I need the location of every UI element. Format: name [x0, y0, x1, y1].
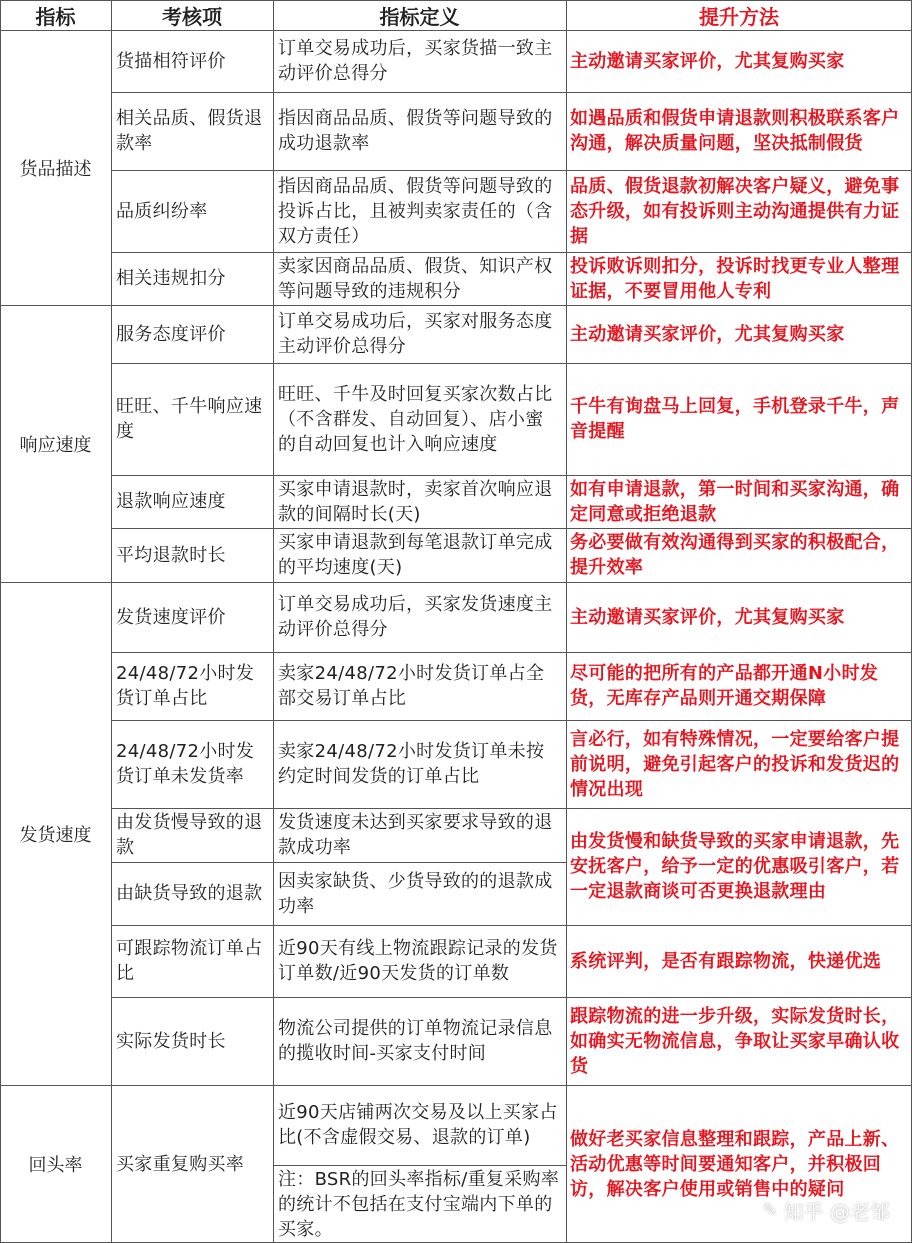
- assessment-item-cell: 货描相符评价: [116, 50, 226, 72]
- definition-cell: 近90天有线上物流跟踪记录的发货订单数/近90天发货的订单数: [278, 938, 558, 984]
- method-cell: 投诉败诉则扣分，投诉时找更专业人整理证据，不要冒用他人专利: [570, 255, 900, 302]
- grid-line: [111, 582, 273, 583]
- grid-line: [566, 305, 912, 306]
- definition-cell: 因卖家缺货、少货导致的的退款成功率: [278, 870, 553, 917]
- assessment-item-cell: 买家重复购买率: [116, 1153, 245, 1175]
- grid-line: [273, 720, 566, 721]
- grid-line: [111, 528, 273, 529]
- grid-line: [273, 997, 566, 998]
- method-cell: 务必要做有效沟通得到买家的积极配合，提升效率: [570, 532, 900, 578]
- grid-line: [111, 925, 273, 926]
- assessment-item-cell: 相关违规扣分: [116, 268, 226, 289]
- grid-line: [273, 92, 566, 93]
- grid-line: [273, 305, 566, 306]
- assessment-item-cell: 相关品质、假货退款率: [116, 108, 263, 154]
- header-indicator: 指标: [0, 0, 111, 30]
- grid-line: [566, 1085, 912, 1086]
- grid-line: [111, 652, 273, 653]
- grid-line: [273, 808, 566, 809]
- watermark-text: 知乎 @老邹: [783, 1200, 890, 1224]
- grid-line: [273, 1085, 566, 1086]
- grid-line: [111, 363, 273, 364]
- definition-cell: 买家申请退款时，卖家首次响应退款的间隔时长(天): [278, 478, 553, 525]
- category-cell: 发货速度: [19, 824, 92, 846]
- grid-line: [111, 720, 273, 721]
- grid-line: [111, 808, 273, 809]
- grid-line: [273, 363, 566, 364]
- grid-line: [111, 305, 273, 306]
- category-cell: 响应速度: [19, 434, 92, 456]
- method-cell: 主动邀请买家评价，尤其复购买家: [570, 606, 845, 628]
- grid-line: [273, 925, 566, 926]
- grid-line: [111, 170, 273, 171]
- assessment-item-cell: 平均退款时长: [116, 544, 226, 566]
- definition-cell: 订单交易成功后，买家对服务态度主动评价总得分: [278, 311, 553, 357]
- assessment-item-cell: 由缺货导致的退款: [116, 883, 263, 904]
- header-definition: 指标定义: [273, 0, 566, 30]
- grid-line: [566, 92, 912, 93]
- grid-line: [111, 862, 273, 863]
- grid-line: [566, 720, 912, 721]
- method-cell: 品质、假货退款初解决客户疑义，避免事态升级，如有投诉则主动沟通提供有力证据: [570, 175, 900, 247]
- definition-cell: 买家申请退款到每笔退款订单完成的平均速度(天): [278, 532, 553, 578]
- definition-cell: 指因商品品质、假货等问题导致的成功退款率: [278, 108, 553, 154]
- grid-line: [566, 252, 912, 253]
- method-cell: 系统评判，是否有跟踪物流，快递优选: [570, 950, 882, 972]
- assessment-item-cell: 24/48/72小时发货订单未发货率: [116, 741, 255, 787]
- grid-line: [111, 92, 273, 93]
- grid-line: [111, 997, 273, 998]
- definition-cell: 订单交易成功后，买家货描一致主动评价总得分: [278, 38, 553, 84]
- grid-line: [111, 475, 273, 476]
- grid-line: [566, 582, 912, 583]
- category-cell: 回头率: [28, 1155, 83, 1176]
- method-cell: 跟踪物流的进一步升级，实际发货时长，如确实无物流信息，争取让买家早确认收货: [570, 1005, 900, 1077]
- watermark: [763, 1196, 890, 1225]
- grid-line: [273, 582, 566, 583]
- grid-line: [273, 528, 566, 529]
- grid-line: [111, 0, 112, 1243]
- definition-cell: 订单交易成功后，买家发货速度主动评价总得分: [278, 594, 553, 640]
- grid-line: [566, 652, 912, 653]
- grid-line: [566, 528, 912, 529]
- grid-line: [0, 0, 912, 1]
- grid-line: [566, 170, 912, 171]
- assessment-item-cell: 24/48/72小时发货订单占比: [116, 663, 255, 709]
- definition-cell: 旺旺、千牛及时回复买家次数占比（不含群发、自动回复）、店小蜜的自动回复也计入响应速度: [278, 383, 553, 455]
- assessment-item-cell: 可跟踪物流订单占比: [116, 938, 263, 984]
- method-cell: 做好老买家信息整理和跟踪，产品上新、活动优惠等时间要通知客户，并积极回访，解决客户使用或销售中的疑问: [570, 1128, 900, 1200]
- assessment-item-cell: 发货速度评价: [116, 606, 226, 628]
- definition-cell: 卖家因商品品质、假货、知识产权等问题导致的违规积分: [278, 255, 553, 302]
- grid-line: [566, 0, 567, 1243]
- definition-cell: 指因商品品质、假货等问题导致的投诉占比，且被判卖家责任的（含双方责任）: [278, 175, 553, 247]
- grid-line: [273, 170, 566, 171]
- assessment-item-cell: 由发货慢导致的退款: [116, 812, 263, 858]
- definition-note-cell: 注：BSR的回头率指标/重复采购率的统计不包括在支付宝端内下单的买家。: [278, 1168, 560, 1240]
- grid-line: [0, 30, 912, 31]
- assessment-item-cell: 实际发货时长: [116, 1030, 226, 1052]
- grid-line: [273, 652, 566, 653]
- category-cell: 货品描述: [19, 158, 92, 180]
- zhihu-icon: ✎: [762, 1200, 778, 1221]
- definition-cell: 近90天店铺两次交易及以上买家占比(不含虚假交易、退款的订单): [278, 1102, 558, 1148]
- grid-line: [273, 862, 566, 863]
- grid-line: [566, 475, 912, 476]
- method-cell-merged: 由发货慢和缺货导致的买家申请退款，先安抚客户，给予一定的优惠吸引客户，若一定退款商谈可否更换退款理由: [570, 831, 900, 902]
- definition-cell: 卖家24/48/72小时发货订单未按约定时间发货的订单占比: [278, 741, 545, 787]
- method-cell: 如遇品质和假货申请退款则积极联系客户沟通，解决质量问题，坚决抵制假货: [570, 108, 900, 154]
- definition-cell: 发货速度未达到买家要求导致的退款成功率: [278, 812, 553, 858]
- method-cell: 尽可能的把所有的产品都开通N小时发货，无库存产品则开通交期保障: [570, 663, 879, 709]
- grid-line: [273, 0, 274, 1243]
- grid-line: [273, 252, 566, 253]
- grid-line: [0, 0, 1, 1243]
- assessment-item-cell: 退款响应速度: [116, 491, 226, 512]
- definition-cell: 卖家24/48/72小时发货订单占全部交易订单占比: [278, 663, 545, 709]
- grid-line: [566, 997, 912, 998]
- assessment-item-cell: 品质纠纷率: [116, 200, 208, 222]
- grid-line: [111, 1085, 273, 1086]
- grid-line: [566, 808, 912, 809]
- method-cell: 如有申请退款，第一时间和买家沟通，确定同意或拒绝退款: [570, 478, 900, 525]
- grid-line: [273, 475, 566, 476]
- method-cell: 言必行，如有特殊情况，一定要给客户提前说明，避免引起客户的投诉和发货迟的情况出现: [570, 728, 900, 800]
- header-improvement-method: 提升方法: [566, 0, 912, 30]
- method-cell: 主动邀请买家评价，尤其复购买家: [570, 323, 845, 345]
- assessment-item-cell: 旺旺、千牛响应速度: [116, 396, 263, 442]
- grid-line: [566, 925, 912, 926]
- grid-line: [111, 252, 273, 253]
- assessment-item-cell: 服务态度评价: [116, 323, 226, 345]
- grid-line: [273, 1165, 566, 1166]
- grid-line: [566, 363, 912, 364]
- method-cell: 主动邀请买家评价，尤其复购买家: [570, 50, 845, 72]
- definition-cell: 物流公司提供的订单物流记录信息的揽收时间-买家支付时间: [278, 1018, 553, 1064]
- header-assessment-item: 考核项: [111, 0, 273, 30]
- method-cell: 千牛有询盘马上回复，手机登录千牛，声音提醒: [570, 396, 900, 442]
